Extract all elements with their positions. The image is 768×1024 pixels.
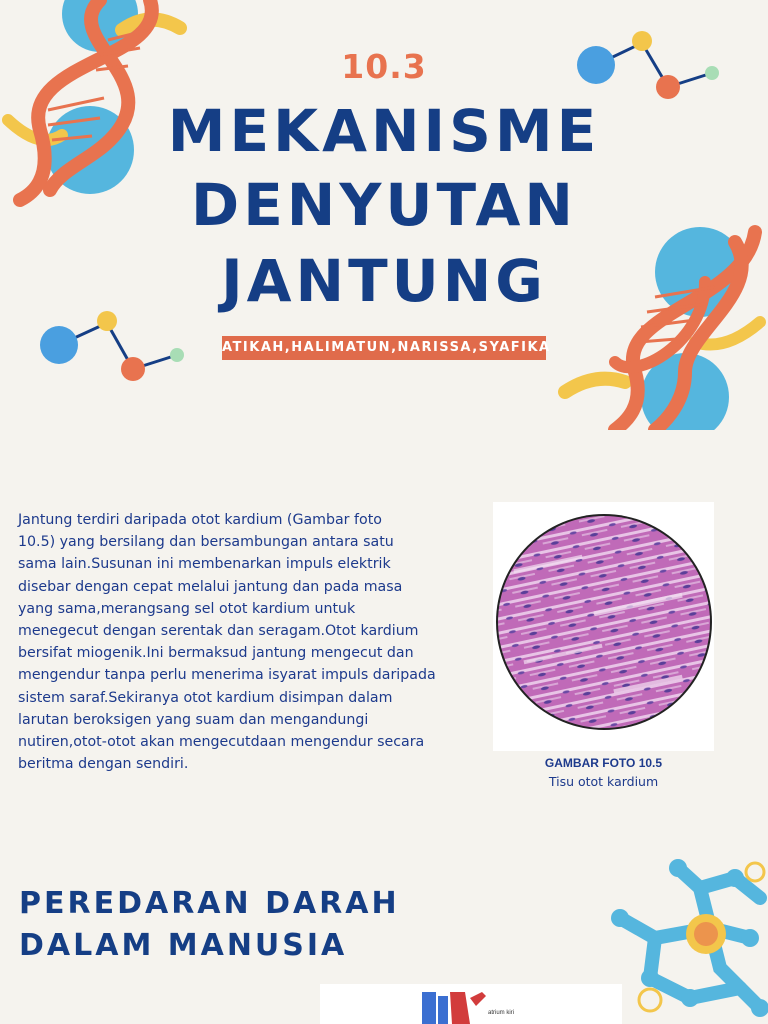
figure-caption-subtitle: Tisu otot kardium [548, 774, 659, 789]
heart-diagram-image [320, 984, 622, 1024]
page-title-line: MEKANISME [167, 97, 601, 165]
paragraph-line: sistem saraf.Sekiranya otot kardium disimpan dalam [18, 689, 393, 706]
figure-caption-title: GAMBAR FOTO 10.5 [544, 756, 663, 770]
paragraph-line: disebar dengan cepat melalui jantung dan pada masa [18, 578, 403, 595]
cardiac-tissue-image [493, 502, 714, 751]
paragraph-line: Jantung terdiri daripada otot kardium (Gambar foto [18, 512, 382, 528]
page-title-line: DENYUTAN [191, 171, 577, 239]
page-title-line: JANTUNG [221, 247, 547, 315]
diagram-label: atrium kiri [488, 1010, 515, 1016]
paragraph-line: beritma dengan sendiri. [18, 756, 189, 773]
heart-diagram-card [320, 984, 622, 1024]
paragraph-line: nutiren,otot-otot akan mengecutdaan mengendur secara [18, 734, 425, 751]
hero-section [0, 0, 768, 430]
molecule-icon [35, 305, 195, 390]
paragraph-line: yang sama,merangsang sel otot kardium untuk [18, 600, 356, 617]
micrograph-card [493, 502, 714, 751]
paragraph-line: sama lain.Susunan ini membenarkan impuls elektrik [18, 556, 391, 573]
section-heading-line: PEREDARAN DARAH [19, 886, 400, 921]
paragraph-line: 10.5) yang bersilang dan bersambungan antara satu [18, 534, 394, 551]
paragraph-line: menegecut dengan serentak dan seragam.Otot kardium [18, 623, 419, 640]
paragraph-line: mengendur tanpa perlu menerima isyarat impuls daripada [18, 667, 436, 684]
section-heading-line: DALAM MANUSIA [19, 928, 348, 963]
paragraph-line: larutan beroksigen yang suam dan mengandungi [18, 711, 369, 728]
authors-badge: ATIKAH,HALIMATUN,NARISSA,SYAFIKA [222, 336, 546, 360]
section-number: 10.3 [341, 47, 427, 86]
molecule-network-icon [600, 858, 768, 1024]
paragraph-line: bersifat miogenik.Ini bermaksud jantung mengecut dan [18, 645, 414, 662]
intro-paragraph [18, 509, 458, 775]
